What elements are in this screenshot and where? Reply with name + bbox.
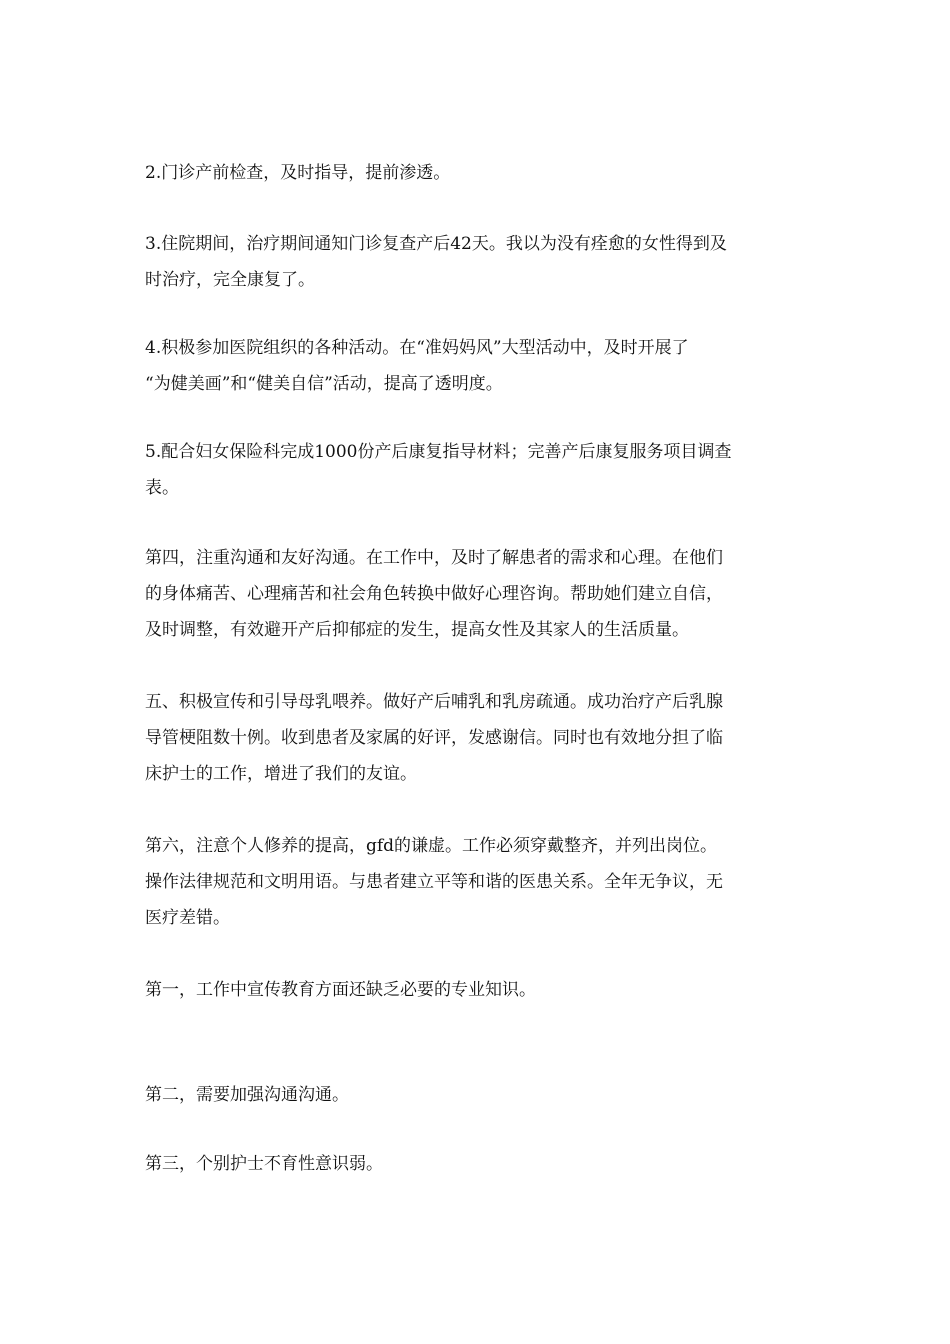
paragraph-fourth: 第四，注重沟通和友好沟通。在工作中，及时了解患者的需求和心理。在他们 的身体痛苦、心理痛苦和社会角色转换中做好心理咨询。帮助她们建立自信， 及时调整，有效避开产后抑郁症的发生，提高女性及其家人的生活质量。: [145, 548, 723, 640]
paragraph-item-3: 3.住院期间，治疗期间通知门诊复查产后42天。我以为没有痊愈的女性得到及 时治疗，完全康复了。: [145, 234, 727, 290]
paragraph-shortcoming-first: 第一，工作中宣传教育方面还缺乏必要的专业知识。: [145, 980, 536, 1000]
paragraph-item-4: 4.积极参加医院组织的各种活动。在“准妈妈风”大型活动中，及时开展了 “为健美画”和“健美自信”活动，提高了透明度。: [145, 338, 689, 394]
paragraph-fifth: 五、积极宣传和引导母乳喂养。做好产后哺乳和乳房疏通。成功治疗产后乳腺 导管梗阻数十例。收到患者及家属的好评，发感谢信。同时也有效地分担了临 床护士的工作，增进了我们的友谊。: [145, 692, 723, 784]
paragraph-item-2: 2.门诊产前检查，及时指导，提前渗透。: [145, 163, 451, 183]
paragraph-shortcoming-third: 第三，个别护士不育性意识弱。: [145, 1154, 383, 1174]
paragraph-shortcoming-second: 第二，需要加强沟通沟通。: [145, 1085, 349, 1105]
paragraph-item-5: 5.配合妇女保险科完成1000份产后康复指导材料；完善产后康复服务项目调查 表。: [145, 442, 732, 498]
paragraph-sixth: 第六，注意个人修养的提高，gfd的谦虚。工作必须穿戴整齐，并列出岗位。 操作法律规范和文明用语。与患者建立平等和谐的医患关系。全年无争议，无 医疗差错。: [145, 836, 723, 928]
